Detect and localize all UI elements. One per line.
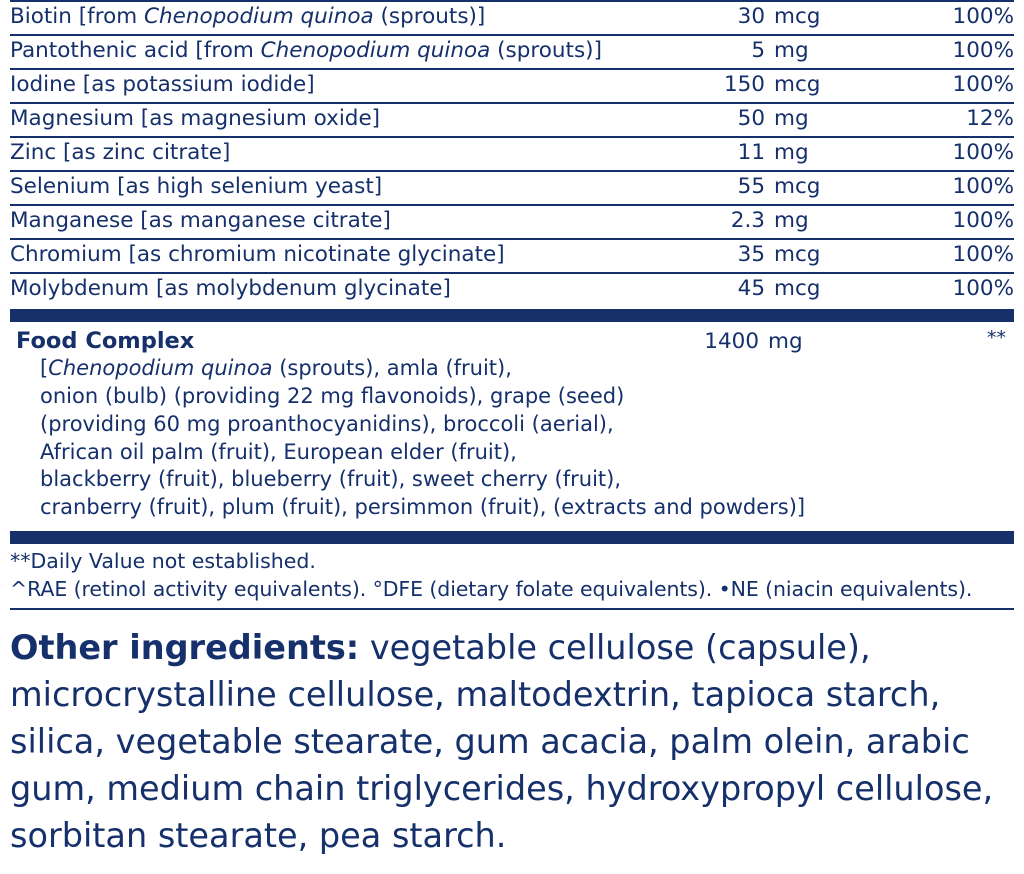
nutrient-amount-unit: mg [774, 105, 809, 131]
nutrient-name-italic: Chenopodium quinoa [260, 37, 491, 63]
supplement-facts-panel [0, 0, 1024, 305]
nutrient-name [10, 103, 640, 137]
list-item [40, 439, 1014, 467]
nutrient-daily-value: 100% [830, 35, 1014, 69]
nutrient-name-post: (sprouts)] [373, 4, 486, 29]
nutrient-daily-value: 100% [830, 137, 1014, 171]
nutrient-name-pre: Zinc [as zinc citrate] [10, 139, 231, 165]
footnote-equivalents: ^RAE (retinol activity equivalents). °DFE (dietary folate equivalents). •NE (niacin equivalents). [10, 576, 973, 601]
nutrient-name [10, 35, 640, 69]
nutrient-amount [640, 35, 830, 69]
ingredient-line-italic: Chenopodium quinoa [48, 356, 273, 381]
nutrient-amount-unit: mg [774, 207, 809, 233]
nutrient-name [10, 273, 640, 306]
list-item [40, 466, 1014, 494]
food-complex-daily-value: ** [987, 327, 1006, 350]
food-complex-title: Food Complex [16, 328, 195, 355]
ingredient-line-pre: (providing 60 mg proanthocyanidins), broccoli (aerial), [40, 411, 614, 436]
list-item [40, 383, 1014, 411]
nutrient-name-pre: Molybdenum [as molybdenum glycinate] [10, 275, 451, 301]
footnotes [10, 544, 1014, 610]
nutrient-amount [640, 273, 830, 306]
nutrient-daily-value: 100% [830, 239, 1014, 273]
nutrient-name-pre: Manganese [as manganese citrate] [10, 207, 391, 233]
list-item [40, 411, 1014, 439]
nutrient-amount-value: 11 [737, 139, 765, 165]
table-row [10, 171, 1014, 205]
nutrient-name [10, 137, 640, 171]
table-row [10, 103, 1014, 137]
nutrient-name-post: (sprouts)] [490, 37, 602, 63]
nutrient-amount-unit: mcg [774, 71, 821, 97]
food-complex-amount-value: 1400 [704, 329, 759, 355]
table-row [10, 137, 1014, 171]
nutrient-amount [640, 69, 830, 103]
nutrient-name-italic: Chenopodium quinoa [144, 4, 374, 29]
list-item [40, 355, 1014, 383]
table-row [10, 1, 1014, 35]
table-row [10, 273, 1014, 306]
nutrient-amount-value: 30 [737, 4, 765, 29]
nutrient-name [10, 239, 640, 273]
nutrient-amount [640, 103, 830, 137]
nutrient-table [10, 0, 1014, 305]
nutrient-daily-value: 100% [830, 273, 1014, 306]
nutrient-amount [640, 137, 830, 171]
food-complex-amount-unit: mg [768, 329, 803, 355]
nutrient-amount-unit: mcg [774, 173, 821, 199]
nutrient-amount-value: 5 [751, 37, 765, 63]
section-divider-bar-top [10, 309, 1014, 322]
table-row [10, 205, 1014, 239]
other-ingredients-label: Other ingredients: [10, 627, 360, 667]
nutrient-amount-value: 35 [737, 241, 765, 267]
nutrient-name-pre: Selenium [as high selenium yeast] [10, 173, 383, 199]
nutrient-amount-value: 55 [737, 173, 765, 199]
section-divider-bar-bottom [10, 531, 1014, 544]
nutrient-daily-value: 100% [830, 69, 1014, 103]
nutrient-amount-unit: mg [774, 139, 809, 165]
nutrient-amount-unit: mcg [774, 275, 821, 301]
nutrient-name-pre: Chromium [as chromium nicotinate glycinate] [10, 241, 505, 267]
nutrient-name [10, 205, 640, 239]
table-row [10, 69, 1014, 103]
nutrient-name [10, 1, 640, 35]
nutrient-amount-value: 50 [737, 105, 765, 131]
nutrient-name [10, 171, 640, 205]
nutrient-amount-unit: mcg [774, 4, 821, 29]
nutrient-name-pre: Pantothenic acid [from [10, 37, 261, 63]
other-ingredients-section [10, 610, 1014, 860]
footnote-daily-value: **Daily Value not established. [10, 548, 316, 573]
ingredient-line-pre: African oil palm (fruit), European elder (fruit), [40, 439, 517, 464]
ingredient-line-pre: blackberry (fruit), blueberry (fruit), sweet cherry (fruit), [40, 467, 622, 492]
nutrient-name [10, 69, 640, 103]
nutrient-name-pre: Iodine [as potassium iodide] [10, 71, 315, 97]
nutrient-daily-value: 100% [830, 171, 1014, 205]
food-complex-section [10, 322, 1014, 527]
nutrient-amount [640, 239, 830, 273]
nutrient-daily-value: 100% [830, 205, 1014, 239]
ingredient-line-pre: onion (bulb) (providing 22 mg flavonoids), grape (seed) [40, 384, 625, 409]
food-complex-header [10, 328, 1014, 354]
nutrient-amount [640, 205, 830, 239]
nutrient-amount-value: 45 [737, 275, 765, 301]
nutrient-amount-value: 2.3 [730, 207, 765, 233]
nutrient-amount-unit: mg [774, 37, 809, 63]
other-ingredients-text: vegetable cellulose (capsule), microcrystalline cellulose, maltodextrin, tapioca starch, silica, vegetable stearate, gum acacia, palm olein, arabic gum, medium chain triglycerides, hydroxypropyl cellulose, sorbitan stearate, pea starch. [10, 627, 994, 856]
nutrient-name-pre: Magnesium [as magnesium oxide] [10, 105, 381, 131]
nutrient-amount [640, 171, 830, 205]
list-item [40, 494, 1014, 522]
nutrient-amount-value: 150 [723, 71, 765, 97]
ingredient-line-pre: [ [40, 356, 49, 381]
table-row [10, 239, 1014, 273]
ingredient-line-pre: cranberry (fruit), plum (fruit), persimmon (fruit), (extracts and powders)] [40, 495, 806, 520]
nutrient-daily-value: 100% [830, 1, 1014, 35]
nutrient-daily-value: 12% [830, 103, 1014, 137]
food-complex-amount [640, 329, 830, 354]
nutrient-amount [640, 1, 830, 35]
nutrient-amount-unit: mcg [774, 241, 821, 267]
ingredient-line-post: (sprouts), amla (fruit), [272, 356, 512, 381]
food-complex-ingredient-list [10, 354, 1014, 527]
nutrient-name-pre: Biotin [from [10, 4, 144, 29]
table-row [10, 35, 1014, 69]
nutrient-table-body [10, 1, 1014, 305]
